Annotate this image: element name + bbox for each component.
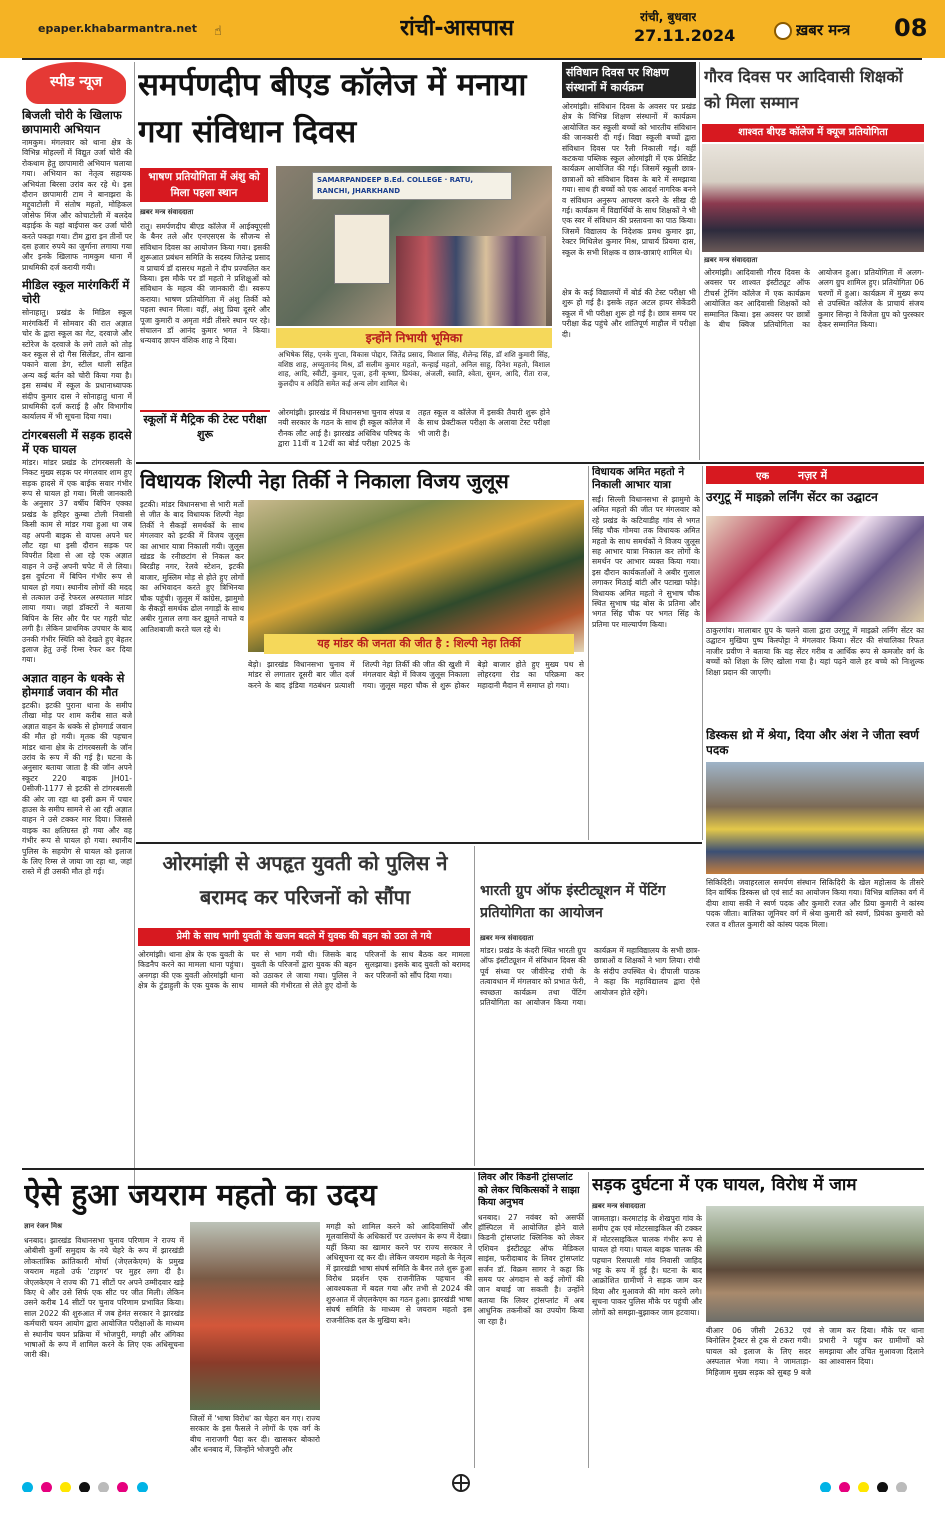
bharti-byline: ख़बर मन्त्र संवाददाता [480, 934, 534, 942]
gaurav-byline: ख़बर मन्त्र संवाददाता [704, 256, 758, 264]
speed-news-badge [26, 62, 126, 104]
accident-headline: सड़क दुर्घटना में एक घायल, विरोध में जाम [592, 1175, 857, 1195]
color-dot [820, 1482, 831, 1492]
college-event-photo [276, 166, 552, 326]
samvidhan-body-cont: क्षेत्र के कई विद्यालयों में बोर्ड की टेस्ट परीक्षा भी शुरू हो गई है। इसके तहत अटल हायर सेकेंडरी स्कूल में भी परीक्षा शुरू हो गई है। छात्र समय पर परीक्षा केंद्र पहुंचे और शांतिपूर्ण माहौल में परीक्षा दी। [562, 288, 696, 339]
nazar-story2-title: डिस्कस थ्रो में श्रेया, दिया और अंश ने जीता स्वर्ण पदक [706, 728, 919, 757]
amit-title: विधायक अमित महतो ने निकाली आभार यात्रा [592, 466, 685, 491]
section-rule [136, 462, 924, 464]
samvidhan-body: ओरमांझी। संविधान दिवस के अवसर पर प्रखंड क्षेत्र के विभिन्न शिक्षण संस्थानों में कार्यक्रम आयोजित कर स्कूली बच्चों को भारतीय संविधान की जानकारी दी गई। विद्या स्कूली बच्चों द्वारा संविधान दिवस पर रैली निकाली गई। वहीं कटकया पब्लिक स्कूल ओरमांझी में एक प्रेसिडेंट कार्यक्रम आयोजित की गई। जिसमें स्कूली छात्र-छात्राओं को संविधान दिवस के बारे में समझाया गया। साथ ही बच्चों को एक आदर्श नागरिक बनने व संविधान अनुरूप आचरण करने के सीख दी गई। कार्यक्रम में विद्यार्थियों के साथ शिक्षकों ने भी एक स्वर में संविधान की प्रस्तावना का पाठ किया। जिसमें विद्यालय के निदेशक प्रमथ कुमार झा, रेक्टर मिथिलेश कुमार मिश्र, प्राचार्य प्रियमा दास, स्कूल के सभी शिक्षक व छात्र-छात्राएं शामिल थे। [562, 102, 696, 257]
jairam-body: धनबाद। झारखंड विधानसभा चुनाव परिणाम ने राज्य में ओबीसी कुर्मी समुदाय के नये चेहरे के रूप में झारखंडी लोकतांत्रिक क्रांतिकारी मोर्चा (जेएलकेएम) के प्रमुख जयराम महतो उर्फ 'टाइगर' पर मुहर लगा दी है। जेएलकेएम ने राज्य की 71 सीटों पर अपने उम्मीदवार खड़े किए थे और उसे सिर्फ एक सीट पर जीत मिली। लेकिन उसने करीब 14 सीटों पर चुनाव परिणाम प्रभावित किया। साल 2022 की शुरुआत में जब हेमंत सरकार ने झारखंड कर्मचारी चयन आयोग द्वारा आयोजित परीक्षाओं के माध्यम से स्थानीय चयन प्रक्रिया में भोजपुरी, मगही और अंगिका भाषाओं के रूप में शामिल करने के लिए एक अधिसूचना जारी की। [24, 1236, 184, 1360]
road-blockade-photo [706, 1206, 924, 1322]
news-item-title: टांगरबसली में सड़क हादसे में एक घायल [22, 427, 132, 456]
neha-caption-bar [264, 634, 574, 654]
news-item-title: अज्ञात वाहन के धक्के से होमगार्ड जवान की मौत [22, 670, 125, 699]
color-dot [79, 1482, 90, 1492]
header-rule [22, 58, 922, 60]
jairam-body-2: मगही को शामिल करने को आदिवासियों और मूलवासियों के अधिकारों पर उल्लंघन के रूप में देखा। यहीं किया का खामार करने पर राज्य सरकार ने अधिसूचना रद्द कर दी। लेकिन जयराम महतो के नेतृत्व में झारखंडी भाषा संघर्ष समिति के बैनर तले शुरू हुआ विरोध प्रदर्शन एक राजनीतिक पहचान की आवश्यकता में बदल गया और तभी से 2024 की शुरुआत में जेएलकेएम का गठन हुआ। झारखंडी भाषा संघर्ष समिति के माध्यम से जयराम महतो इस राजनीतिक दल के मुखिया बने। [326, 1222, 472, 1325]
color-dot [877, 1482, 888, 1492]
section-title: रांची-आसपास [400, 16, 514, 41]
color-dot [98, 1482, 109, 1492]
section-rule [22, 1168, 924, 1170]
color-dot [896, 1482, 907, 1492]
main-sub-box [140, 410, 270, 444]
ormanjhi-subheadline: प्रेमी के साथ भागी युवती के खजन बदले में युवक की बहन को उठा ले गये [138, 928, 470, 946]
color-dot [60, 1482, 71, 1492]
news-item-text: सोनाहातु। प्रखंड के मिडिल स्कूल मारंगकिर्री में सोमवार की रात अज्ञात चोर के द्वारा स्कूल का गेट, दरवाजे और स्टोरेज के दरवाजे के लगे ताले को तोड़ कर स्कूल से दो गैस सिलेंडर, तीन खाना पकाने वाला डेग, स्टील थाली सहित अन्य कई बर्तन को चोरी किया गया है। इस सम्बंध में स्कूल के प्रधानाध्यापक संदीप कुमार दास ने सोनाहातु थाना में प्राथमिकी दर्ज कराई है और विभागीय कार्यालय में भी सूचना दिया गया। [22, 308, 132, 422]
color-dot [117, 1482, 128, 1492]
ormanjhi-body: ओरमांझी। थाना क्षेत्र के एक युवती के किडनैप करने का मामला थाना पहुंचा। अनगड़ा की एक युवती ओरमांझी थाना क्षेत्र के टुंडाहुली के एक युवक के साथ घर से भाग गयी थी। जिसके बाद युवती के परिजनों द्वारा युवक की बहन को उठाकर ले जाया गया। पुलिस ने मामले की गंभीरता से लेते हुए दोनों के परिजनों के साथ बैठक कर मामला सुलझाया। इसके बाद युवती को बरामद कर परिजनों को सौंप दिया गया। [138, 950, 470, 991]
banner-text: SAMARPANDEEP B.Ed. COLLEGE · RATU, RANCHI, JHARKHAND [317, 176, 474, 195]
main-body: रातू। समर्पणदीप बीएड कॉलेज में आईक्यूएसी के बैनर तले और एनएसएस के सौजन्य से संविधान दिवस का आयोजन किया गया। इसकी शुरूआत प्रबंधन समिति के सदस्य जितेन्द्र प्रसाद व प्राचार्य डॉ दासरथ महतो ने दीप प्रज्वलित कर किया। इस मौके पर डॉ महतो ने प्रशिक्षुओं को संविधान के महत्व की जानकारी दी। स्वरूप कराया। भाषण प्रतियोगिता में अंशु तिर्की को पहला स्थान मिला। वहीं, अंशु प्रिया दूसरे और पूजा कुमारी व अमृता मंडी तीसरे स्थान पर रहे। संचालन डॉ आनंद कुमार भगत ने किया। धन्यवाद ज्ञापन वंशिक शाह ने दिया। [140, 222, 270, 346]
kidney-title: लिवर और किडनी ट्रांसप्लांट को लेकर चिकित्सकों ने साझा किया अनुभव [478, 1172, 580, 1208]
accident-body: जामताड़ा। करमाटांड़ के शेखपुरा गांव के समीप ट्रक एवं मोटरसाइकिल की टक्कर में मोटरसाइकिल चालक गंभीर रूप से घायल हो गया। घायल बाइक चालक की पहचान रिसपाली गांव निवासी जाहिद भट्ट के रूप में हुई है। घटना के बाद आक्रोशित ग्रामीणों ने सड़क जाम कर दिया और मुआवजे की मांग करने लगे। सूचना पाकर पुलिस मौके पर पहुंची और लोगों को समझा-बुझाकर जाम हटवाया। [592, 1214, 702, 1317]
column-divider [134, 62, 135, 1202]
color-dot [137, 1482, 148, 1492]
nazar-me: नज़र में [798, 469, 828, 482]
main-byline: ख़बर मन्त्र संवाददाता [140, 208, 194, 216]
column-divider [702, 466, 703, 840]
main-subheadline: भाषण प्रतियोगिता में अंशु को मिला पहला स्थान [140, 168, 268, 202]
brand-logo-icon [774, 22, 792, 40]
gaurav-subheadline: शाश्वत बीएड कॉलेज में क्यूज प्रतियोगिता [702, 124, 924, 142]
color-dot [22, 1482, 33, 1492]
samvidhan-box [562, 62, 696, 460]
people-group [396, 236, 546, 326]
registration-marks-left [22, 1478, 182, 1492]
jairam-byline: ज्ञान रंजन मिश्र [24, 1222, 62, 1230]
city-day: रांची, बुधवार [640, 10, 697, 24]
column-divider [588, 466, 589, 840]
kidney-body: धनबाद। 27 नवंबर को असर्फी हॉस्पिटल में आयोजित होने वाले किडनी ट्रांसप्लांट क्लिनिक को लेकर एशियन इंस्टीट्यूट ऑफ मेडिकल साइंस, फरीदाबाद के लिवर ट्रांसप्लांट सर्जन डॉ. विक्रम सागर ने कहा कि समय पर अंगदान से कई लोगों की जान बचाई जा सकती है। उन्होंने बताया कि लिवर ट्रांसप्लांट में अब आधुनिक तकनीकों का उपयोग किया जा रहा है। [478, 1212, 584, 1326]
jairam-photo-caption: जिलों में 'भाषा विरोध' का चेहरा बन गए। राज्य सरकार के इस फैसले ने लोगों के एक वर्ग के बीच नाराजगी पैदा कर दी। खासकर बोकारो और धनबाद में, जिन्होंने भोजपुरी और [190, 1414, 320, 1455]
color-dot [41, 1482, 52, 1492]
color-dot [858, 1482, 869, 1492]
kidney-box [478, 1172, 584, 1468]
amit-body: सईं। सिल्ली विधानसभा से झामुमो के अमित महतो की जीत पर मंगलवार को रहे प्रखंड के कटियाडीह गांव से भगत सिंह चौक गोमया तक विधायक अमित महतो के साथ समर्थकों ने विजय जुलूस सह आभार यात्रा निकाल कर लोगों के समर्थन पर आभार व्यक्त किया गया। इस दौरान कार्यकर्ताओं ने अबीर गुलाल लगाकर मिठाई बांटी और पटाखा फोड़े। विधायक अमित महतो ने सुभाष चौक स्थित सुभाष चंद्र बोस के प्रतिमा और भगत सिंह चौक पर भगत सिंह के प्रतिमा पर माल्यार्पण किया। [592, 495, 700, 629]
nazar-story1-body: ठाकुरगांव। मालाबार ग्रुप के चलने वाला द्वारा उरगुटू में माइक्रो लर्निंग सेंटर का उद्घाटन मुखिया पुष्प किस्पोट्टा ने मंगलवार किया। सेंटर की संचालिका रिफत नाजीर प्रवीण ने बताया कि यह सेंटर गरीब व आर्थिक रूप से कमजोर वर्ग के बच्चों को शिक्षा के लिए खोला गया है। यहां पढ़ने वाले हर बच्चे को निःशुल्क शिक्षा प्रदान की जाएगी। [706, 626, 924, 677]
column-divider [474, 846, 475, 1166]
gaurav-body: ओरमांझी। आदिवासी गौरव दिवस के अवसर पर शाश्वत इंस्टीट्यूट ऑफ टीचर्स ट्रेनिंग कॉलेज में एक कार्यक्रम आयोजित कर आदिवासी शिक्षकों को सम्मानित किया। इस अवसर पर छात्रों के बीच क्विज प्रतियोगिता का आयोजन हुआ। प्रतियोगिता में अलग-अलग ग्रुप शामिल हुए। प्रतियोगिता 06 चरणों में हुआ। कार्यक्रम में मुख्य रूप से उपस्थित कॉलेज के प्राचार्य संजय कुमार सिन्हा ने विजेता ग्रुप को पुरस्कार देकर सम्मानित किया। [704, 268, 924, 330]
accident-byline: ख़बर मन्त्र संवाददाता [592, 1202, 646, 1210]
jairam-photo [190, 1222, 320, 1410]
main-headline: समर्पणदीप बीएड कॉलेज में मनाया गया संविधान दिवस [138, 67, 527, 150]
main-body-bottom: ओरमांझी। झारखंड में विधानसभा चुनाव संपन्न व नयी सरकार के गठन के साथ ही स्कूल कॉलेज में रौनक लौट आई है। झारखंड अधिविध परिषद के द्वारा 11वीं व 12वीं का बोर्ड परीक्षा 2025 के तहत स्कूल व कॉलेज में इसकी तैयारी शुरू होने के साथ प्रेक्टीकल परीक्षा के अलावा टेस्ट परीक्षा भी जारी है। [278, 408, 550, 449]
victory-rally-photo [248, 500, 584, 652]
nazar-story2-body: सिकिदिरी। जवाहरलाल समर्पण संस्थान सिकिदिरी के खेल महोत्सव के तीसरे दिन वार्षिक डिस्कस थ्रो एवं सार्ट का आयोजन किया गया। विभिन्न बालिका वर्ग में दीया शाया सकी ने स्वर्ण पदक और कुमारी रजत और प्रिया कुमारी ने कांस्य पदक जीता। बालिका जूनियर वर्ग में श्रेया कुमारी को स्वर्ण, प्रियंका कुमारी को रजत व शीतल कुमारी को कांस्य पदक मिला। [706, 878, 924, 929]
news-item-title: बिजली चोरी के खिलाफ छापामारी अभियान [22, 108, 122, 136]
column-divider [474, 1172, 475, 1468]
bharti-headline: भारती ग्रुप ऑफ इंस्टीट्यूशन में पेंटिंग प्रतियोगिता का आयोजन [480, 883, 666, 921]
nazar-story1-title: उरगुटू में माइक्रो लर्निंग सेंटर का उद्घाटन [706, 490, 878, 504]
samvidhan-title-bar [562, 62, 696, 98]
column-divider [588, 1172, 589, 1468]
bharti-body: मांडर। प्रखंड के कंदरी स्थित भारती ग्रुप ऑफ इंस्टीट्यूशन में संविधान दिवस की पूर्व संध्या पर जीवीरेन्द्र रांची के तत्वावधान में मंगलवार को प्रभात फेरी, स्वच्छता कार्यक्रम तथा पेंटिंग प्रतियोगिता का आयोजन किया गया। कार्यक्रम में महाविद्यालय के सभी छात्र-छात्राओं व शिक्षकों ने भाग लिया। रांची के संदीप उपस्थित थे। दीपाली पाठक ने कहा कि महाविद्यालय द्वारा ऐसे आयोजन होते रहेंगे। [480, 946, 700, 1008]
news-item-text: नामकुम। मंगलवार को थाना क्षेत्र के विभिन्न मोहल्लों में विद्युत उर्जा चोरी की रोकथाम हेतु छापामारी अभियान चलाया गया। अभियान का नेतृत्व सहायक अभियंता बिरसा उरांव कर रहे थे। इस दौरान छापामारी टाम ने बानाझरा के मद्दुवाटोली में संतोष महतो, मोहिकल जोसेफ मिंज और कोचाटोली में बलदेव बड़ाईक के यहां बाईपास कर उर्जा चोरी करते पकड़ा गया। टीम द्वारा इन तीनों पर दस हजार रुपये का जुर्माना लगाया गया और इनके खिलाफ नामकुम थाना में प्राथमिकी दर्ज करायी गयी। [22, 138, 132, 272]
gaurav-headline: गौरव दिवस पर आदिवासी शिक्षकों को मिला सम्मान [704, 67, 903, 112]
crosshair-icon [452, 1474, 470, 1492]
photo-caption-bar [276, 328, 552, 348]
neha-headline: विधायक शिल्पी नेहा तिर्की ने निकाला विजय जुलूस [140, 469, 509, 493]
discus-winners-photo [706, 762, 924, 874]
neha-body-2: बेड़ो। झारखंड विधानसभा चुनाव में मांडर से लगातार दूसरी बार जीत दर्ज करने के बाद इंडिया गठबंधन प्रत्याशी शिल्पी नेहा तिर्की की जीत की खुशी में मंगलवार बेड़ो में विजय जुलूस निकाला गया। जुलूस महरा चौक से शुरू होकर बेड़ो बाजार होते हुए मुख्य पथ से लोहरदगा रोड का परिक्रमा कर महादानी मैदान में समाप्त हो गया। [248, 660, 584, 690]
accident-body-2: बीआर 06 जीसी 2632 एवं बिनोलिन ट्रैक्टर से ट्रक से टकरा गयी। घायल को इलाज के लिए सदर अस्पताल भेजा गया। ने जामताड़ा-मिहिजाम मुख्य सड़क को सुबह 9 बजे से जाम कर दिया। मौके पर थाना प्रभारी ने पहुंच कर ग्रामीणों को समझाया और उचित मुआवजा दिलाने का आश्वासन दिया। [706, 1326, 924, 1377]
site-url[interactable]: epaper.khabarmantra.net [38, 22, 197, 35]
ormanjhi-headline: ओरमांझी से अपहृत युवती को पुलिस ने बरामद कर परिजनों को सौंपा [162, 851, 448, 909]
neha-photo-caption: यह मांडर की जनता की जीत है : शिल्पी नेहा तिर्की [317, 637, 521, 650]
caption-names: अभिषेक सिंह, एनके गुप्ता, विकास पोद्दार, जितेंद्र प्रसाद, विशाल सिंह, शैलेन्द्र सिंह, डॉ शशि कुमारी सिंह, वशिष्ठ शाह, अच्युतानंद मिश्र, डॉ सलीम कुमार महतो, कन्हाई महतो, अनिल साहू, दिनेश महतो, विशाल शाह, आदि, स्वीटी, कुमार, पूजा, हनी कृष्णा, प्रियंका, अंजली, स्वाति, श्वेता, सुमन, आदि, रीता राज, कुलदीप व अदिति समेत कई अन्य लोग शामिल थे। [278, 350, 550, 388]
cursor-icon: ☝ [214, 24, 222, 39]
brand-name: ख़बर मन्त्र [796, 21, 851, 39]
speed-news-label: स्पीड न्यूज [49, 74, 103, 90]
registration-marks-right [820, 1478, 930, 1492]
samvidhan-title: संविधान दिवस पर शिक्षण संस्थानों में कार्यक्रम [566, 66, 669, 94]
neha-body: इटकी। मांडर विधानसभा से भारी मतों से जीत के बाद विधायक शिल्पी नेहा तिर्की ने सैकड़ों समर्थकों के साथ मंगलवार को इटकी में विजय जुलूस का आभार यात्रा निकाली गयी। जुलूस खंडड के रनीछटांग से निकल कर बिरडीह नगर, रेलवे स्टेशन, इटकी बाजार, मुस्लिम मोड़ से होते हुए लोगों का अभिवादन करते हुए त्रिभिनया चौक पहुंची। जुलूस में कांग्रेस, झामुमो के सैकड़ों समर्थक ढोल नगाड़ों के साथ अबीर गुलाल लगा कर झूमते नाचते व आतिशबाजी करते चल रहे थे। [140, 500, 244, 634]
section-rule [136, 842, 702, 844]
column-divider [699, 62, 700, 460]
page-number: 08 [894, 14, 928, 42]
news-item-text: इटकी। इटकी पुराना थाना के समीप तीखा मोड़ पर शाम करीब सात बजे अज्ञात वाहन के धक्के से होमगार्ड जवान की मौत हो गयी। मृतक की पहचान मांडर थाना क्षेत्र के टांगरबसली के जॉन उरांव के रूप में की गई है। घटना के अनुसार बताया जाता है की जॉन अपने स्कूटर 220 बाइक JH01-0सीजी-1177 से इटकी से टांगरबसली की ओर जा रहा था इसी क्रम में पचार हाउस के समीप सामने से आ रही अज्ञात वाहन ने उसे टक्कर मार दिया। जिससे वाइक का क्षतिग्रस्त हो गया और वह गंभीर रूप से घायल हो गया। स्थानीय पुलिस के सहयोग से घायल को इलाज के लिए रिम्स ले जाया जा रहा था, जहां रास्ते में ही उसकी मौत हो गई। [22, 700, 132, 877]
quiz-event-photo [702, 144, 924, 252]
color-dot [839, 1482, 850, 1492]
college-banner [312, 172, 512, 200]
nazar-label [706, 466, 924, 484]
ambedkar-poster [334, 214, 390, 284]
issue-date: 27.11.2024 [634, 26, 736, 45]
news-item-text: मांडर। मांडर प्रखंड के टांगरबसली के निकट मुख्य सड़क पर मंगलवार शाम हुए सड़क हादसे में एक बाईक सवार गंभीर रूप से घायल हो गया। मिली जानकारी के अनुसार 37 वर्षीय बिपिन एक्का प्रखंड के हरिहर कुम्बा टोली निवासी किसी काम से मांडर गया हुआ था जब वह अपनी बाइक से वापस अपने घर लौट रहा था इसी दौरान सड़क पर विपरीत दिशा से आ रहे एक अज्ञात वाहन ने उन्हें अपनी चपेट में ले लिया। इस दुर्घटना में बिपिन गंभीर रूप से घायल हो गया। स्थानीय लोगों की मदद से तत्काल उन्हें रेफरल अस्पताल मांडर लाया गया। जहां डॉक्टरों ने बताया बिपिन के सिर और पैर पर गहरी चोट लगी है। लेकिन प्राथमिक उपचार के बाद उनकी गंभीर स्थिति को देखते हुए बेहतर इलाज हेतु उन्हें रिम्स रेफर कर दिया गया। [22, 457, 132, 665]
sub-box-title: स्कूलों में मैट्रिक की टेस्ट परीक्षा शुरू [143, 413, 267, 441]
nazar-ek: एक [756, 471, 770, 482]
jairam-headline: ऐसे हुआ जयराम महतो का उदय [24, 1178, 377, 1213]
photo-caption: इन्होंने निभायी भूमिका [365, 331, 463, 345]
page-header [0, 0, 945, 58]
amit-box [592, 466, 700, 840]
news-item-title: मीडिल स्कूल मारंगकिर्री में चोरी [22, 278, 130, 307]
learning-center-photo [706, 516, 924, 622]
